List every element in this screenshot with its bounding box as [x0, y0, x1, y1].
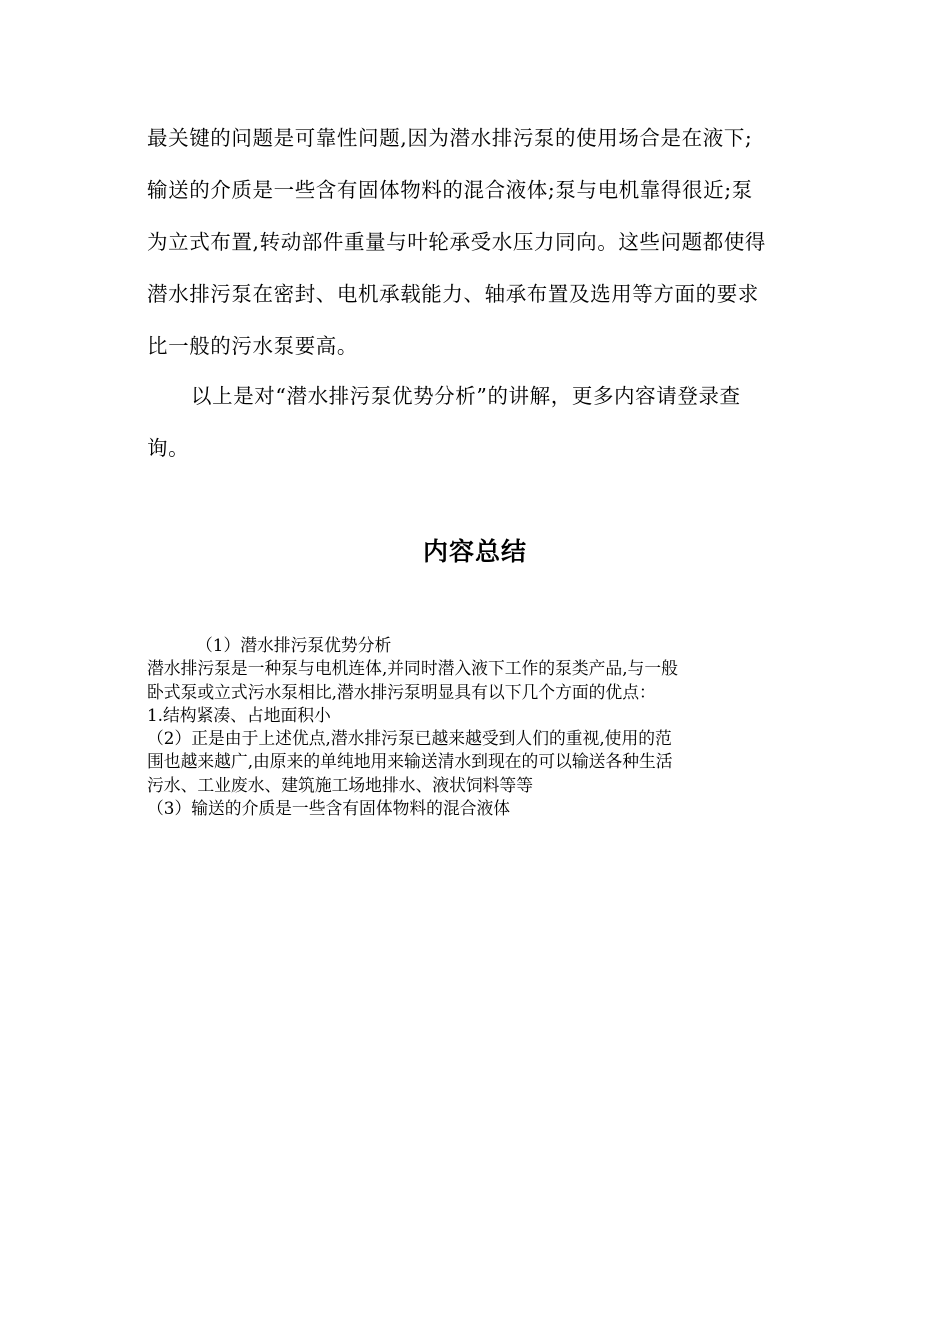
paragraph-1-line-5: 比一般的污水泵要高。 [147, 334, 358, 358]
summary-line-1: （1）潜水排污泵优势分析 [196, 635, 392, 655]
paragraph-1-line-3: 为立式布置,转动部件重量与叶轮承受水压力同向。这些问题都使得 [147, 230, 767, 254]
summary-title: 内容总结 [422, 537, 527, 566]
summary-line-6: 围也越来越广,由原来的单纯地用来输送清水到现在的可以输送各种生活 [147, 751, 673, 772]
summary-line-8: （3）输送的介质是一些含有固体物料的混合液体 [147, 798, 511, 819]
paragraph-1-line-1: 最关键的问题是可靠性问题,因为潜水排污泵的使用场合是在液下; [147, 126, 753, 150]
summary-line-4: 1.结构紧凑、占地面积小 [147, 704, 331, 725]
paragraph-1-line-4: 潜水排污泵在密封、电机承载能力、轴承布置及选用等方面的要求 [147, 282, 759, 306]
paragraph-1-line-2: 输送的介质是一些含有固体物料的混合液体;泵与电机靠得很近;泵 [147, 178, 753, 202]
summary-block [147, 634, 817, 820]
summary-line-5: （2）正是由于上述优点,潜水排污泵已越来越受到人们的重视,使用的范 [147, 728, 672, 749]
summary-line-3: 卧式泵或立式污水泵相比,潜水排污泵明显具有以下几个方面的优点： [147, 681, 656, 702]
paragraph-2-line-2: 询。 [147, 436, 190, 460]
paragraph-2-line-1: 以上是对“潜水排污泵优势分析”的讲解，更多内容请登录查 [191, 384, 741, 408]
summary-line-7: 污水、工业废水、建筑施工场地排水、液状饲料等等 [147, 774, 533, 795]
summary-line-2: 潜水排污泵是一种泵与电机连体,并同时潜入液下工作的泵类产品,与一般 [147, 658, 678, 679]
